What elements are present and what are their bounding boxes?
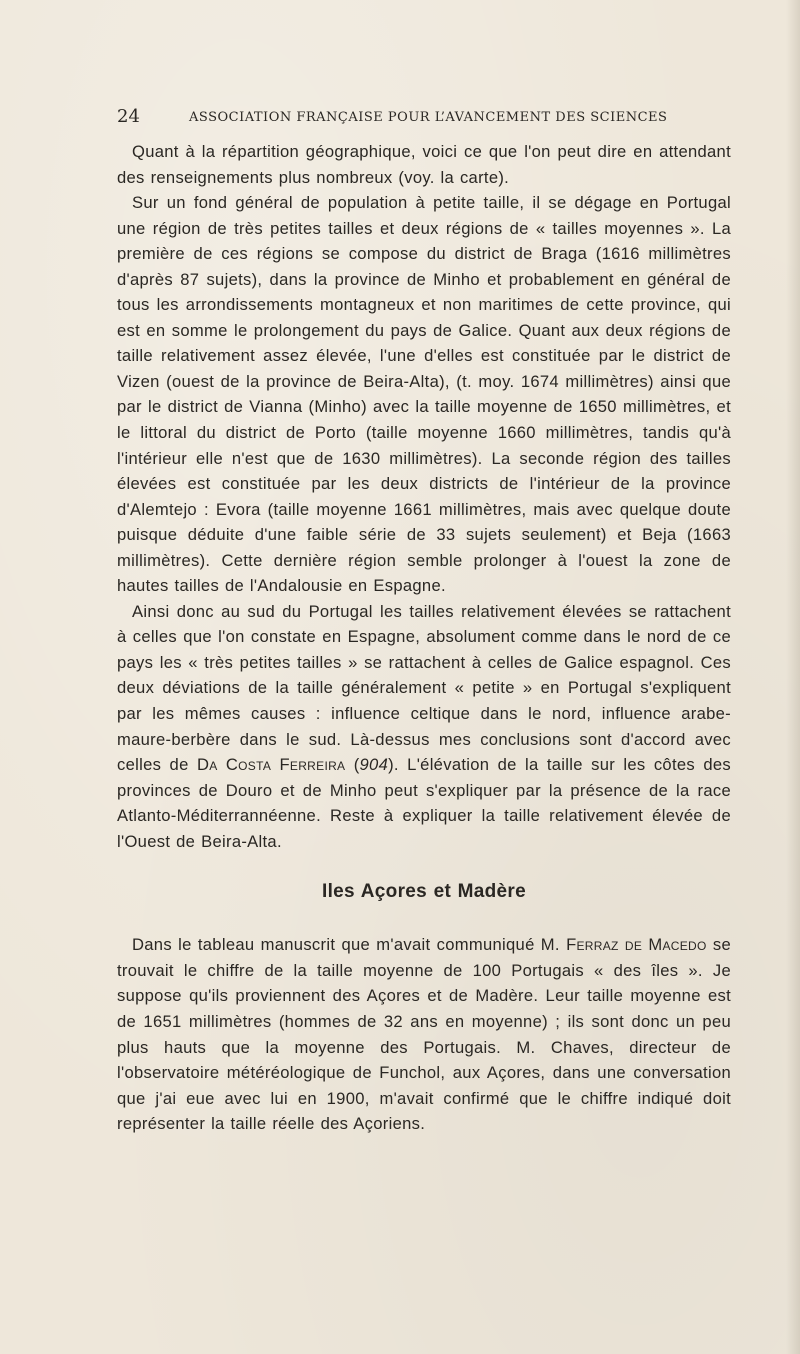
paragraph <box>117 599 731 854</box>
reference-number: 904 <box>359 755 389 775</box>
running-head: ASSOCIATION FRANÇAISE POUR L’AVANCEMENT DES SCIENCES <box>189 110 668 125</box>
paragraph-text: se trouvait le chiffre de la taille moyenne de 100 Portugais « des îles ». Je suppose qu'ils proviennent des Açores et de Madère. Leur taille moyenne est de 1651 millimètres (hommes de 32 ans en moyenne) ; ils sont donc un peu plus hauts que la moyenne des Portugais. M. Chaves, directeur de l'observatoire météréologique de Funchol, aux Açores, dans une conversation que j'ai eue avec lui en 1900, m'avait confirmé que le chiffre indiqué doit représenter la taille réelle des Açoriens. <box>117 935 731 1134</box>
spacer <box>117 854 731 879</box>
page-edge-shadow <box>786 0 800 1354</box>
page-header <box>117 104 668 130</box>
body-text <box>117 139 731 1137</box>
paragraph-text: ( <box>345 755 360 775</box>
paragraph-text: ). L'élévation de la taille sur les côtes des provinces de Douro et de Minho peut s'expliquer par la présence de la race Atlanto-Méditerrannéenne. Reste à expliquer la taille relativement élevée de l'Ouest de Beira-Alta. <box>117 755 731 851</box>
paragraph-text: Dans le tableau manuscrit que m'avait communiqué M. <box>132 935 567 955</box>
paragraph: Quant à la répartition géographique, voici ce que l'on peut dire en attendant des renseignements plus nombreux (voy. la carte). <box>117 142 731 187</box>
spacer <box>117 905 731 932</box>
page-number: 24 <box>117 106 140 127</box>
author-name: Da Costa Ferreira <box>196 755 346 775</box>
paragraph <box>117 932 731 1136</box>
paragraph-text: Ainsi donc au sud du Portugal les tailles relativement élevées se rattachent à celles que l'on constate en Espagne, absolument comme dans le nord de ce pays les « très petites tailles » se rattachent à celles de Galice espagnol. Ces deux déviations de la taille généralement « petite » en Portugal s'expliquent par les mêmes causes : influence celtique dans le nord, influence arabe-maure-berbère dans le sud. Là-dessus mes conclusions sont d'accord avec celles de <box>117 601 731 775</box>
author-name: Ferraz de Macedo <box>566 935 707 955</box>
paragraph: Sur un fond général de population à petite taille, il se dégage en Portugal une région de très petites tailles et deux régions de « tailles moyennes ». La première de ces régions se compose du district de Braga (1616 millimètres d'après 87 sujets), dans la province de Minho et probablement en général de tous les arrondissements montagneux et non maritimes de cette province, qui est en somme le prolongement du pays de Galice. Quant aux deux régions de taille relativement assez élevée, l'une d'elles est constituée par le district de Vizen (ouest de la province de Beira-Alta), (t. moy. 1674 millimètres) ainsi que par le district de Vianna (Minho) avec la taille moyenne de 1650 millimètres, et le littoral du district de Porto (taille moyenne 1660 millimètres, tandis qu'à l'intérieur elle n'est que de 1630 millimètres). La seconde région des tailles élevées est constituée par les deux districts de l'intérieur de la province d'Alemtejo : Evora (taille moyenne 1661 millimètres, mais avec quelque doute puisque déduite d'une faible série de 33 sujets seulement) et Beja (1663 millimètres). Cette dernière région semble prolonger à l'ouest la zone de hautes tailles de l'Andalousie en Espagne. <box>117 193 731 596</box>
section-heading: Iles Açores et Madère <box>322 881 526 903</box>
